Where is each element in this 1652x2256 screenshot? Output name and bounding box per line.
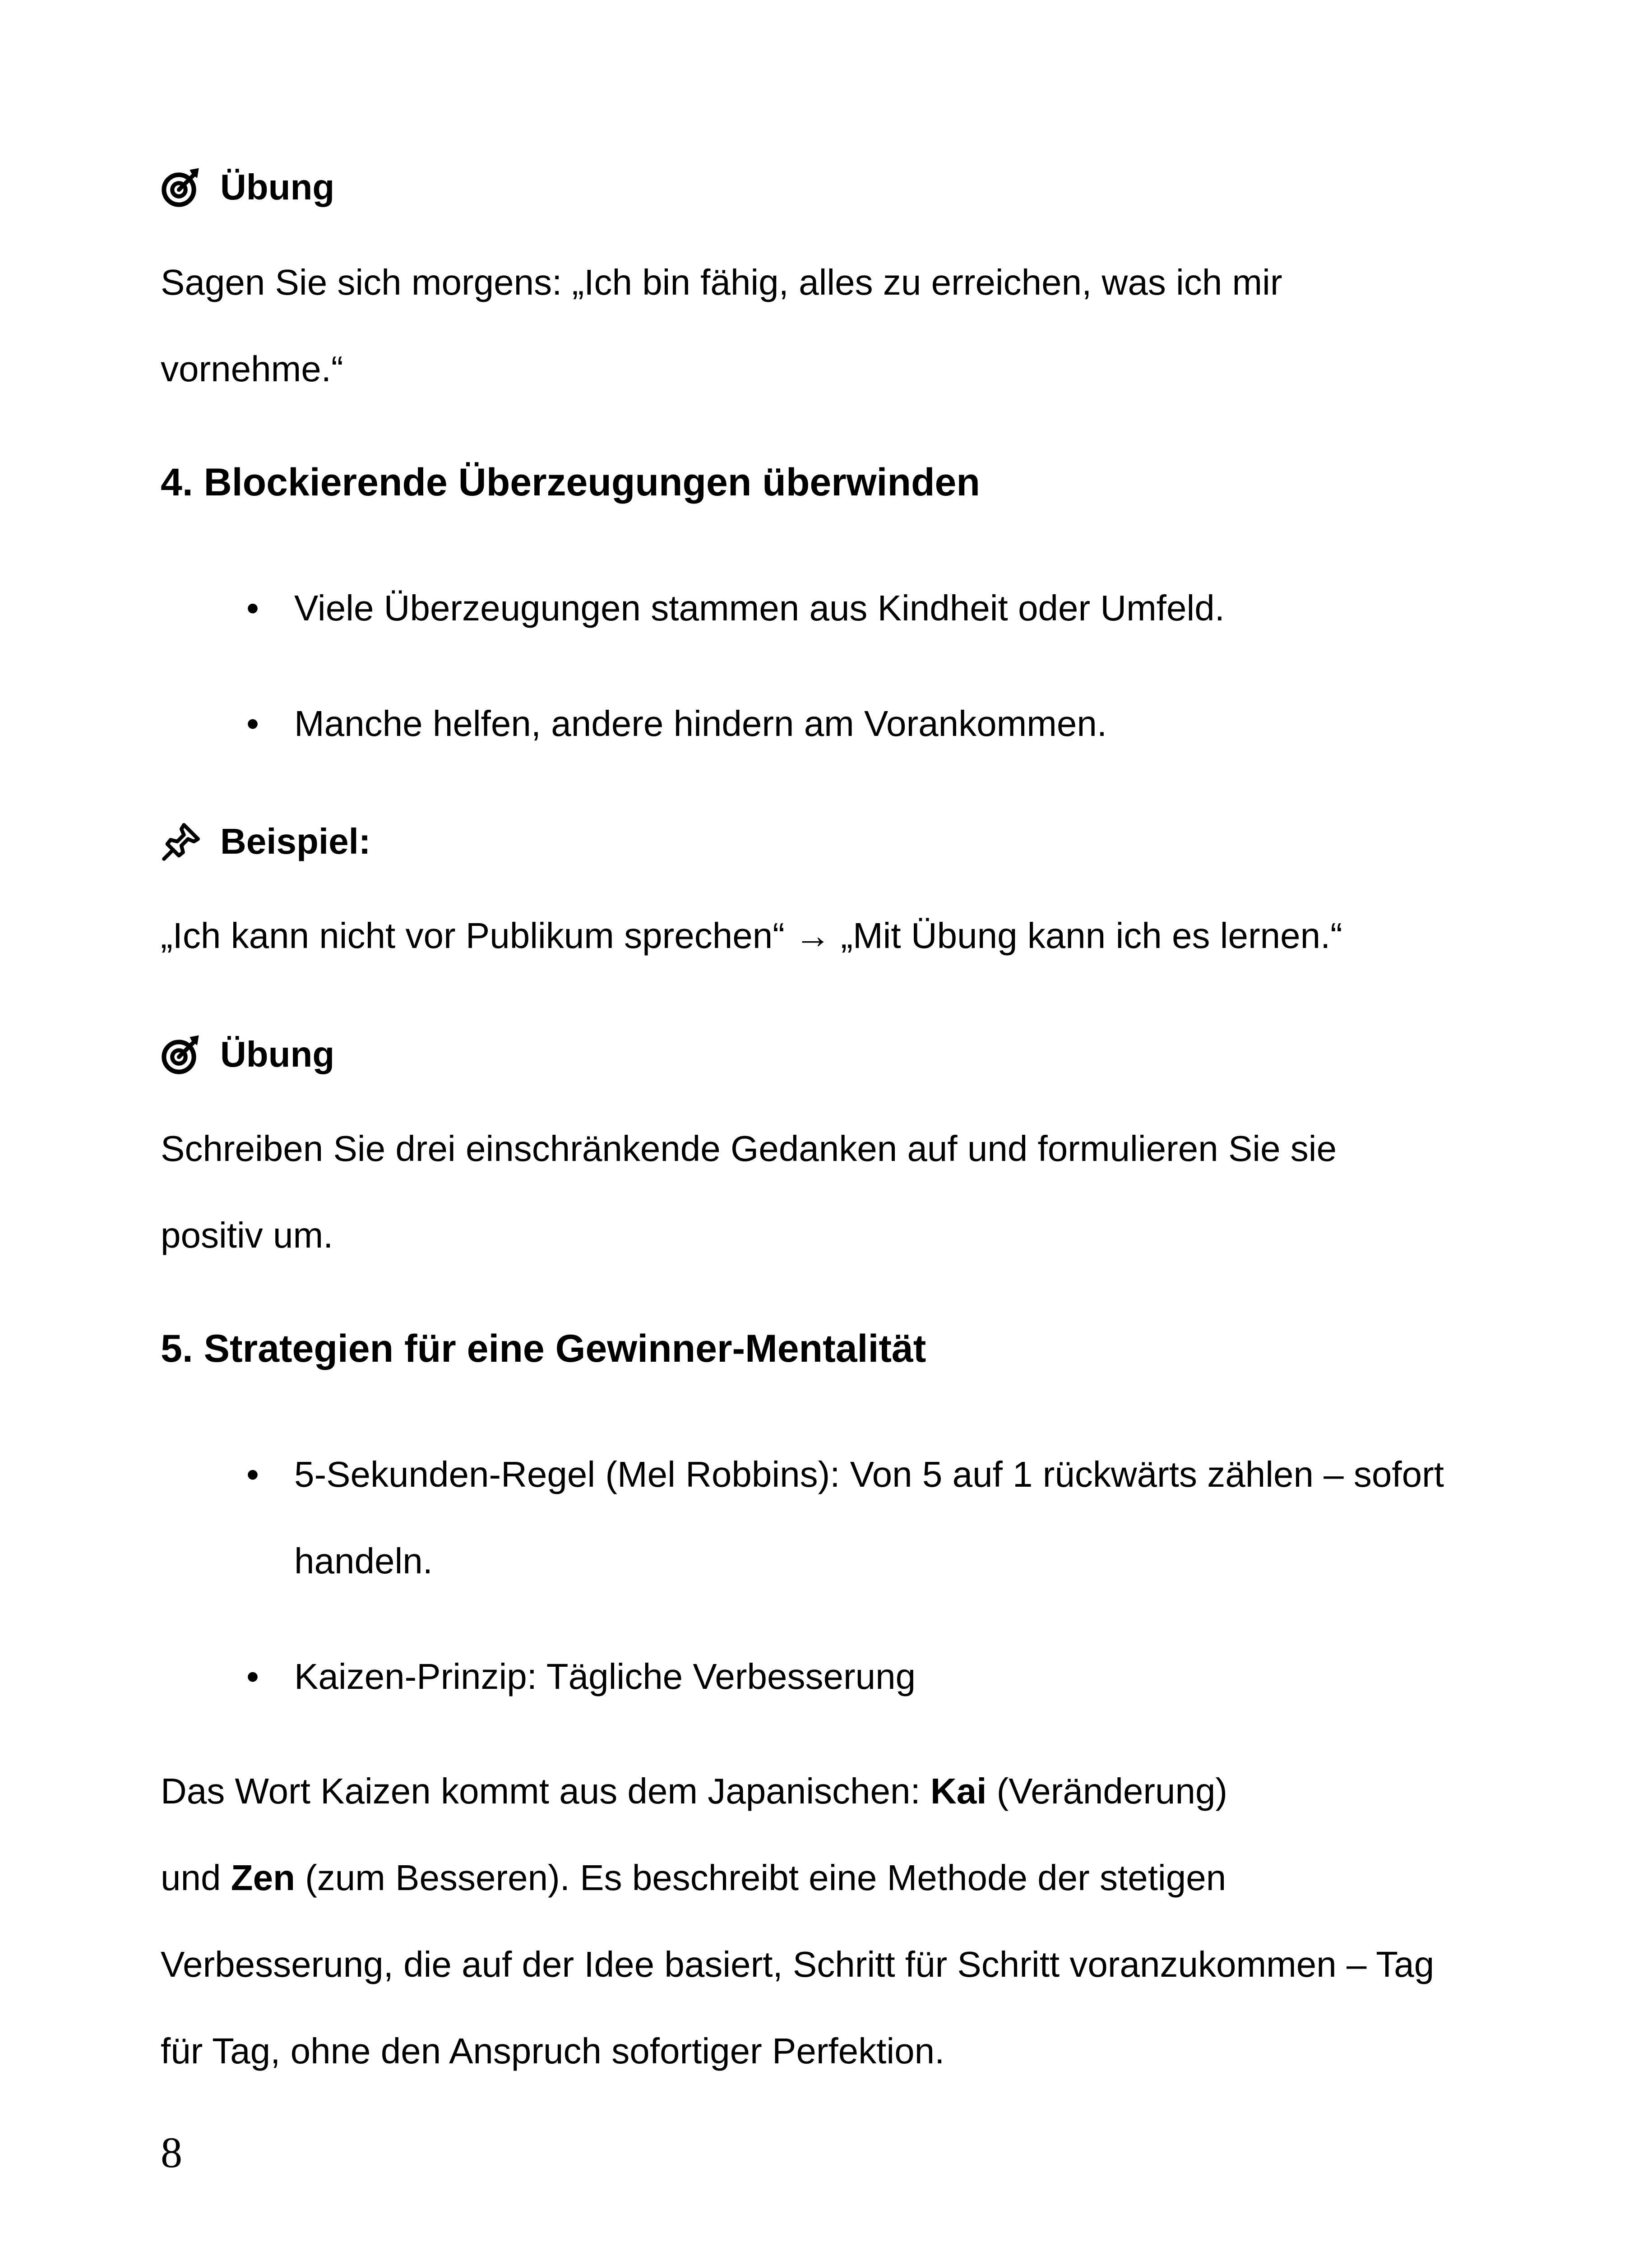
text-run: Das Wort Kaizen kommt aus dem Japanischen: [161,1771,930,1811]
section-heading: 4. Blockierende Überzeugungen überwinden [161,461,980,504]
target-icon [161,166,202,208]
example-heading-text: Beispiel: [220,821,371,861]
exercise-heading [161,1030,334,1079]
exercise-text-line: positiv um. [161,1215,333,1255]
pushpin-icon [161,821,202,862]
example-heading [161,817,370,866]
paragraph-line [161,1835,1226,1921]
list-item-text: handeln. [294,1541,433,1581]
bullet-glyph: • [246,588,259,628]
paragraph-line: Verbesserung, die auf der Idee basiert, Schritt für Schritt voranzukommen – Tag [161,1944,1435,1984]
exercise-text-line: Schreiben Sie drei einschränkende Gedanken auf und formulieren Sie sie [161,1128,1337,1169]
list-item-text: Manche helfen, andere hindern am Vorankommen. [294,703,1107,744]
bullet-glyph: • [246,1454,259,1494]
text-run: (zum Besseren). Es beschreibt eine Methode der stetigen [295,1858,1226,1898]
section-heading: 5. Strategien für eine Gewinner-Mentalität [161,1327,926,1370]
exercise-text-line: Sagen Sie sich morgens: „Ich bin fähig, alles zu erreichen, was ich mir [161,262,1282,302]
paragraph-line: für Tag, ohne den Anspruch sofortiger Perfektion. [161,2031,945,2071]
page-number: 8 [161,2128,182,2177]
bullet-glyph: • [246,703,259,744]
list-item-text: Kaizen-Prinzip: Tägliche Verbesserung [294,1656,916,1697]
exercise-heading [161,162,334,212]
exercise-heading-text: Übung [220,167,335,207]
bold-term: Zen [231,1858,295,1898]
bullet-glyph: • [246,1656,259,1697]
exercise-text-line: vornehme.“ [161,349,343,389]
paragraph-line [161,1748,1227,1835]
example-text: „Ich kann nicht vor Publikum sprechen“ → „Mit Übung kann ich es lernen.“ [161,915,1342,956]
exercise-heading-text: Übung [220,1034,335,1074]
target-icon [161,1034,202,1075]
text-run: (Veränderung) [986,1771,1228,1811]
list-item-text: Viele Überzeugungen stammen aus Kindheit oder Umfeld. [294,588,1225,628]
list-item-text: 5-Sekunden-Regel (Mel Robbins): Von 5 auf 1 rückwärts zählen – sofort [294,1454,1444,1494]
text-run: und [161,1858,231,1898]
bold-term: Kai [930,1771,987,1811]
